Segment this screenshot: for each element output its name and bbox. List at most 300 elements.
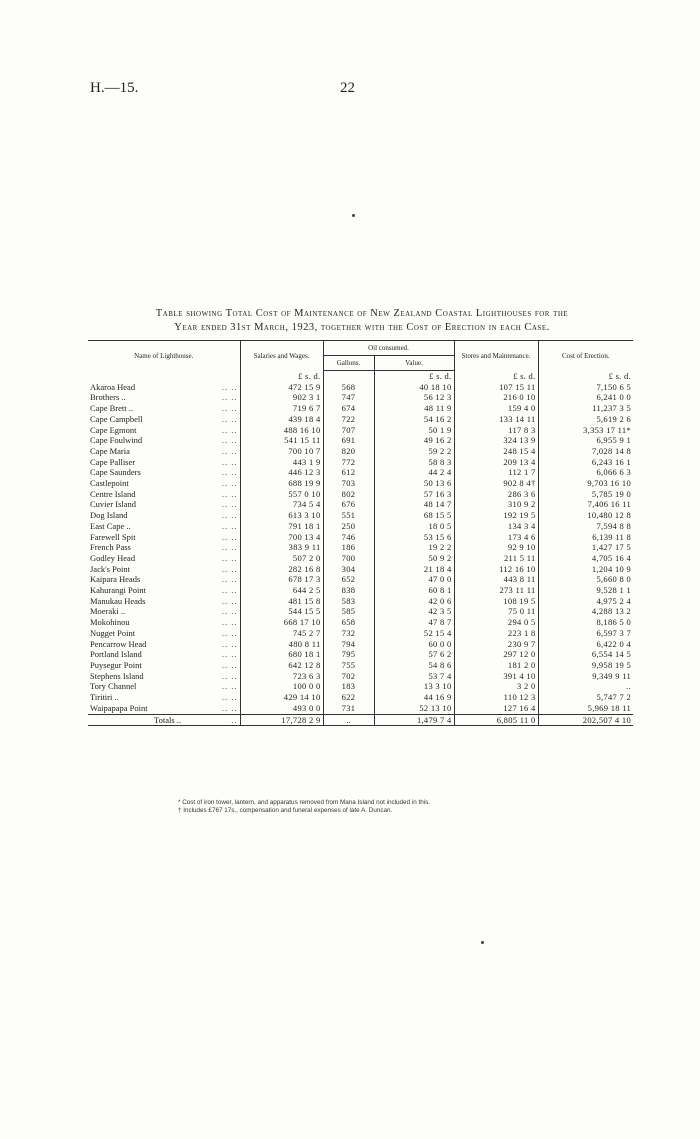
lighthouse-name: Centre Island bbox=[90, 488, 136, 499]
value-cell: 18 0 5 bbox=[374, 521, 454, 532]
stores-cell: 133 14 11 bbox=[454, 414, 538, 425]
leader-dots: .. .. bbox=[221, 692, 238, 703]
gallons-cell: 304 bbox=[323, 564, 374, 575]
salaries-cell: 719 6 7 bbox=[240, 403, 323, 414]
erection-cell: 7,594 8 8 bbox=[538, 521, 633, 532]
lighthouse-name-cell bbox=[88, 553, 240, 564]
value-cell: 50 1 9 bbox=[374, 425, 454, 436]
lighthouse-name-cell bbox=[88, 521, 240, 532]
stores-cell: 3 2 0 bbox=[454, 681, 538, 692]
leader-dots: .. .. bbox=[221, 702, 238, 713]
lighthouse-name-cell bbox=[88, 446, 240, 457]
table-row bbox=[88, 542, 633, 553]
erection-cell: 6,243 16 1 bbox=[538, 457, 633, 468]
gallons-cell: 674 bbox=[323, 403, 374, 414]
value-cell: 56 12 3 bbox=[374, 392, 454, 403]
table-row bbox=[88, 521, 633, 532]
salaries-cell: 439 18 4 bbox=[240, 414, 323, 425]
scan-speck bbox=[352, 214, 355, 217]
gallons-cell: 183 bbox=[323, 681, 374, 692]
table-row bbox=[88, 403, 633, 414]
stores-cell: 294 0 5 bbox=[454, 617, 538, 628]
gallons-cell: 707 bbox=[323, 425, 374, 436]
value-cell: 13 3 10 bbox=[374, 681, 454, 692]
salaries-cell: 507 2 0 bbox=[240, 553, 323, 564]
value-cell: 53 15 6 bbox=[374, 532, 454, 543]
leader-dots: .. .. bbox=[221, 595, 238, 606]
lighthouse-name: Farewell Spit bbox=[90, 531, 136, 542]
value-cell: 49 16 2 bbox=[374, 435, 454, 446]
lighthouse-name: Castlepoint bbox=[90, 478, 129, 489]
table-row bbox=[88, 671, 633, 682]
stores-cell: 230 9 7 bbox=[454, 639, 538, 650]
table-row bbox=[88, 606, 633, 617]
value-cell: 47 8 7 bbox=[374, 617, 454, 628]
lighthouse-name-cell bbox=[88, 606, 240, 617]
totals-stores: 6,805 11 0 bbox=[454, 714, 538, 726]
unit-erection: £ s. d. bbox=[538, 371, 633, 382]
salaries-cell: 723 6 3 bbox=[240, 671, 323, 682]
value-cell: 58 8 3 bbox=[374, 457, 454, 468]
table-row bbox=[88, 532, 633, 543]
value-cell: 54 8 6 bbox=[374, 660, 454, 671]
leader-dots: .. .. bbox=[221, 488, 238, 499]
leader-dots: .. .. bbox=[221, 403, 238, 414]
salaries-cell: 383 9 11 bbox=[240, 542, 323, 553]
leader-dots: .. .. bbox=[221, 638, 238, 649]
value-cell: 21 18 4 bbox=[374, 564, 454, 575]
stores-cell: 92 9 10 bbox=[454, 542, 538, 553]
lighthouse-name-cell bbox=[88, 467, 240, 478]
totals-label: Totals .. bbox=[154, 714, 182, 725]
table-row bbox=[88, 585, 633, 596]
table-row bbox=[88, 489, 633, 500]
col-header-name: Name of Lighthouse. bbox=[88, 341, 240, 371]
col-header-salaries: Salaries and Wages. bbox=[240, 341, 323, 371]
table-row bbox=[88, 703, 633, 714]
value-cell: 68 15 5 bbox=[374, 510, 454, 521]
stores-cell: 248 15 4 bbox=[454, 446, 538, 457]
lighthouse-name: Jack's Point bbox=[90, 563, 131, 574]
gallons-cell: 250 bbox=[323, 521, 374, 532]
lighthouse-name-cell bbox=[88, 660, 240, 671]
gallons-cell: 820 bbox=[323, 446, 374, 457]
leader-dots: .. .. bbox=[221, 552, 238, 563]
erection-cell: 6,139 11 8 bbox=[538, 532, 633, 543]
value-cell: 59 2 2 bbox=[374, 446, 454, 457]
table-row bbox=[88, 467, 633, 478]
erection-cell: 7,028 14 8 bbox=[538, 446, 633, 457]
lighthouse-name-cell bbox=[88, 392, 240, 403]
unit-value: £ s. d. bbox=[374, 371, 454, 382]
gallons-cell: 746 bbox=[323, 532, 374, 543]
leader-dots: .. .. bbox=[221, 456, 238, 467]
page-number: 22 bbox=[340, 80, 355, 96]
table-row bbox=[88, 446, 633, 457]
lighthouse-name-cell bbox=[88, 574, 240, 585]
stores-cell: 223 1 8 bbox=[454, 628, 538, 639]
lighthouse-name: Cape Campbell bbox=[90, 413, 143, 424]
table-row bbox=[88, 660, 633, 671]
value-cell: 50 13 6 bbox=[374, 478, 454, 489]
table-row bbox=[88, 596, 633, 607]
stores-cell: 216 0 10 bbox=[454, 392, 538, 403]
totals-gallons: .. bbox=[323, 714, 374, 726]
gallons-cell: 585 bbox=[323, 606, 374, 617]
erection-cell: .. bbox=[538, 681, 633, 692]
erection-cell: 4,705 16 4 bbox=[538, 553, 633, 564]
lighthouse-name: Waipapapa Point bbox=[90, 702, 148, 713]
leader-dots: .. .. bbox=[221, 435, 238, 446]
table-row bbox=[88, 435, 633, 446]
leader-dots: .. .. bbox=[221, 574, 238, 585]
lighthouse-cost-table bbox=[88, 340, 633, 726]
stores-cell: 310 9 2 bbox=[454, 499, 538, 510]
value-cell: 57 16 3 bbox=[374, 489, 454, 500]
value-cell: 53 7 4 bbox=[374, 671, 454, 682]
lighthouse-name: Puysegur Point bbox=[90, 659, 142, 670]
lighthouse-name-cell bbox=[88, 628, 240, 639]
footnote-asterisk: * Cost of iron tower, lantern, and apparatus removed from Mana Island not included in this. bbox=[178, 799, 431, 806]
value-cell: 48 14 7 bbox=[374, 499, 454, 510]
stores-cell: 324 13 9 bbox=[454, 435, 538, 446]
stores-cell: 159 4 0 bbox=[454, 403, 538, 414]
gallons-cell: 652 bbox=[323, 574, 374, 585]
lighthouse-name-cell bbox=[88, 671, 240, 682]
salaries-cell: 446 12 3 bbox=[240, 467, 323, 478]
value-cell: 57 6 2 bbox=[374, 649, 454, 660]
table-row bbox=[88, 649, 633, 660]
leader-dots: .. .. bbox=[221, 531, 238, 542]
leader-dots: .. .. bbox=[221, 563, 238, 574]
lighthouse-name: Dog Island bbox=[90, 510, 128, 521]
erection-cell: 7,150 6 5 bbox=[538, 382, 633, 393]
erection-cell: 9,703 16 10 bbox=[538, 478, 633, 489]
leader-dots: .. .. bbox=[221, 413, 238, 424]
lighthouse-name: Moeraki .. bbox=[90, 606, 126, 617]
stores-cell: 211 5 11 bbox=[454, 553, 538, 564]
salaries-cell: 734 5 4 bbox=[240, 499, 323, 510]
erection-cell: 6,422 0 4 bbox=[538, 639, 633, 650]
lighthouse-name-cell bbox=[88, 692, 240, 703]
salaries-cell: 472 15 9 bbox=[240, 382, 323, 393]
erection-cell: 6,241 0 0 bbox=[538, 392, 633, 403]
salaries-cell: 688 19 9 bbox=[240, 478, 323, 489]
erection-cell: 10,480 12 8 bbox=[538, 510, 633, 521]
erection-cell: 5,660 8 0 bbox=[538, 574, 633, 585]
lighthouse-name: Akaroa Head bbox=[90, 381, 136, 392]
lighthouse-name: Cape Saunders bbox=[90, 467, 141, 478]
table-row bbox=[88, 425, 633, 436]
table-title bbox=[82, 307, 642, 335]
lighthouse-name-cell bbox=[88, 425, 240, 436]
gallons-cell: 702 bbox=[323, 671, 374, 682]
lighthouse-name-cell bbox=[88, 414, 240, 425]
stores-cell: 273 11 11 bbox=[454, 585, 538, 596]
erection-cell: 5,785 19 0 bbox=[538, 489, 633, 500]
lighthouse-name: Stephens Island bbox=[90, 670, 144, 681]
erection-cell: 5,969 18 11 bbox=[538, 703, 633, 714]
gallons-cell: 838 bbox=[323, 585, 374, 596]
leader-dots: .. .. bbox=[221, 381, 238, 392]
salaries-cell: 902 3 1 bbox=[240, 392, 323, 403]
salaries-cell: 642 12 8 bbox=[240, 660, 323, 671]
lighthouse-name: East Cape .. bbox=[90, 520, 131, 531]
salaries-cell: 791 18 1 bbox=[240, 521, 323, 532]
gallons-cell: 731 bbox=[323, 703, 374, 714]
leader-dots: .. .. bbox=[221, 585, 238, 596]
table-row bbox=[88, 564, 633, 575]
totals-salaries: 17,728 2 9 bbox=[240, 714, 323, 726]
unit-stores: £ s. d. bbox=[454, 371, 538, 382]
stores-cell: 902 8 4† bbox=[454, 478, 538, 489]
salaries-cell: 700 10 7 bbox=[240, 446, 323, 457]
value-cell: 50 9 2 bbox=[374, 553, 454, 564]
stores-cell: 286 3 6 bbox=[454, 489, 538, 500]
table-body bbox=[88, 371, 633, 715]
erection-cell: 9,958 19 5 bbox=[538, 660, 633, 671]
value-cell: 52 15 4 bbox=[374, 628, 454, 639]
leader-dots: .. .. bbox=[221, 617, 238, 628]
leader-dots: .. .. bbox=[221, 467, 238, 478]
gallons-cell: 658 bbox=[323, 617, 374, 628]
lighthouse-name-cell bbox=[88, 681, 240, 692]
salaries-cell: 613 3 10 bbox=[240, 510, 323, 521]
lighthouse-name: Cape Foulwind bbox=[90, 435, 143, 446]
leader-dots: .. .. bbox=[221, 670, 238, 681]
leader-dots: .. .. bbox=[221, 681, 238, 692]
footnotes bbox=[178, 799, 430, 815]
lighthouse-name-cell bbox=[88, 382, 240, 393]
unit-row bbox=[88, 371, 633, 382]
leader-dots: .. .. bbox=[221, 606, 238, 617]
leader-dots: .. .. bbox=[221, 649, 238, 660]
stores-cell: 443 8 11 bbox=[454, 574, 538, 585]
lighthouse-name: Portland Island bbox=[90, 649, 142, 660]
lighthouse-name-cell bbox=[88, 585, 240, 596]
lighthouse-name: Cape Maria bbox=[90, 445, 130, 456]
stores-cell: 134 3 4 bbox=[454, 521, 538, 532]
value-cell: 54 16 2 bbox=[374, 414, 454, 425]
table-row bbox=[88, 457, 633, 468]
gallons-cell: 732 bbox=[323, 628, 374, 639]
lighthouse-name-cell bbox=[88, 489, 240, 500]
erection-cell: 5,619 2 6 bbox=[538, 414, 633, 425]
erection-cell: 1,427 17 5 bbox=[538, 542, 633, 553]
table-row bbox=[88, 617, 633, 628]
stores-cell: 112 16 10 bbox=[454, 564, 538, 575]
salaries-cell: 443 1 9 bbox=[240, 457, 323, 468]
value-cell: 42 3 5 bbox=[374, 606, 454, 617]
lighthouse-name-cell bbox=[88, 478, 240, 489]
erection-cell: 6,066 6 3 bbox=[538, 467, 633, 478]
salaries-cell: 480 8 11 bbox=[240, 639, 323, 650]
leader-dots: .. .. bbox=[221, 542, 238, 553]
table-row bbox=[88, 414, 633, 425]
lighthouse-name: Mokohinou bbox=[90, 617, 130, 628]
lighthouse-name: Godley Head bbox=[90, 552, 136, 563]
table-row bbox=[88, 510, 633, 521]
gallons-cell: 772 bbox=[323, 457, 374, 468]
stores-cell: 173 4 6 bbox=[454, 532, 538, 543]
stores-cell: 117 8 3 bbox=[454, 425, 538, 436]
salaries-cell: 541 15 11 bbox=[240, 435, 323, 446]
lighthouse-name-cell bbox=[88, 617, 240, 628]
stores-cell: 127 16 4 bbox=[454, 703, 538, 714]
lighthouse-name: Brothers .. bbox=[90, 392, 126, 403]
gallons-cell: 676 bbox=[323, 499, 374, 510]
erection-cell: 4,288 13 2 bbox=[538, 606, 633, 617]
lighthouse-name: Manukau Heads bbox=[90, 595, 146, 606]
lighthouse-name-cell bbox=[88, 649, 240, 660]
stores-cell: 297 12 0 bbox=[454, 649, 538, 660]
erection-cell: 9,528 1 1 bbox=[538, 585, 633, 596]
gallons-cell: 186 bbox=[323, 542, 374, 553]
lighthouse-name: Cape Palliser bbox=[90, 456, 136, 467]
title-line-2: Year ended 31st March, 1923, together with the Cost of Erection in each Case. bbox=[174, 322, 550, 333]
table-row bbox=[88, 478, 633, 489]
leader-dots: .. .. bbox=[221, 392, 238, 403]
salaries-cell: 488 16 10 bbox=[240, 425, 323, 436]
value-cell: 44 2 4 bbox=[374, 467, 454, 478]
lighthouse-name: French Pass bbox=[90, 542, 131, 553]
stores-cell: 75 0 11 bbox=[454, 606, 538, 617]
stores-cell: 181 2 0 bbox=[454, 660, 538, 671]
value-cell: 48 11 9 bbox=[374, 403, 454, 414]
gallons-cell: 703 bbox=[323, 478, 374, 489]
table-row bbox=[88, 553, 633, 564]
leader-dots: .. .. bbox=[221, 445, 238, 456]
gallons-cell: 583 bbox=[323, 596, 374, 607]
table-row bbox=[88, 692, 633, 703]
lighthouse-name-cell bbox=[88, 596, 240, 607]
table-row bbox=[88, 499, 633, 510]
salaries-cell: 678 17 3 bbox=[240, 574, 323, 585]
table-row bbox=[88, 639, 633, 650]
col-header-gallons: Gallons. bbox=[323, 356, 374, 371]
lighthouse-name-cell bbox=[88, 542, 240, 553]
gallons-cell: 700 bbox=[323, 553, 374, 564]
col-header-erection: Cost of Erection. bbox=[538, 341, 633, 371]
gallons-cell: 722 bbox=[323, 414, 374, 425]
salaries-cell: 668 17 10 bbox=[240, 617, 323, 628]
value-cell: 42 0 6 bbox=[374, 596, 454, 607]
leader-dots: .. .. bbox=[221, 499, 238, 510]
value-cell: 47 0 0 bbox=[374, 574, 454, 585]
value-cell: 52 13 10 bbox=[374, 703, 454, 714]
salaries-cell: 282 16 8 bbox=[240, 564, 323, 575]
salaries-cell: 644 2 5 bbox=[240, 585, 323, 596]
lighthouse-name: Tory Channel bbox=[90, 681, 137, 692]
erection-cell: 7,406 16 11 bbox=[538, 499, 633, 510]
gallons-cell: 612 bbox=[323, 467, 374, 478]
salaries-cell: 680 18 1 bbox=[240, 649, 323, 660]
totals-erection: 202,507 4 10 bbox=[538, 714, 633, 726]
lighthouse-name: Tiritiri .. bbox=[90, 692, 119, 703]
erection-cell: 6,955 9 1 bbox=[538, 435, 633, 446]
erection-cell: 11,237 3 5 bbox=[538, 403, 633, 414]
table-row bbox=[88, 681, 633, 692]
title-line-1: Table showing Total Cost of Maintenance of New Zealand Coastal Lighthouses for the bbox=[155, 308, 569, 319]
salaries-cell: 745 2 7 bbox=[240, 628, 323, 639]
lighthouse-name: Cape Egmont bbox=[90, 424, 137, 435]
gallons-cell: 795 bbox=[323, 649, 374, 660]
lighthouse-name: Cape Brett .. bbox=[90, 403, 133, 414]
erection-cell: 5,747 7 2 bbox=[538, 692, 633, 703]
value-cell: 44 16 9 bbox=[374, 692, 454, 703]
salaries-cell: 481 15 8 bbox=[240, 596, 323, 607]
col-header-stores: Stores and Maintenance. bbox=[454, 341, 538, 371]
stores-cell: 391 4 10 bbox=[454, 671, 538, 682]
lighthouse-name-cell bbox=[88, 703, 240, 714]
col-header-value: Value. bbox=[374, 356, 454, 371]
lighthouse-name: Kahurangi Point bbox=[90, 585, 146, 596]
value-cell: 40 18 10 bbox=[374, 382, 454, 393]
gallons-cell: 568 bbox=[323, 382, 374, 393]
salaries-cell: 700 13 4 bbox=[240, 532, 323, 543]
leader-dots: .. .. bbox=[221, 510, 238, 521]
stores-cell: 192 19 5 bbox=[454, 510, 538, 521]
erection-cell: 3,353 17 11* bbox=[538, 425, 633, 436]
table-row bbox=[88, 574, 633, 585]
totals-row bbox=[88, 714, 633, 726]
lighthouse-name-cell bbox=[88, 457, 240, 468]
lighthouse-name: Pencarrow Head bbox=[90, 638, 147, 649]
gallons-cell: 551 bbox=[323, 510, 374, 521]
col-header-oil: Oil consumed. bbox=[323, 341, 454, 356]
value-cell: 60 8 1 bbox=[374, 585, 454, 596]
totals-value: 1,479 7 4 bbox=[374, 714, 454, 726]
leader-dots: .. .. bbox=[221, 520, 238, 531]
salaries-cell: 557 0 10 bbox=[240, 489, 323, 500]
salaries-cell: 544 15 5 bbox=[240, 606, 323, 617]
leader-dots: .. .. bbox=[221, 424, 238, 435]
stores-cell: 107 15 11 bbox=[454, 382, 538, 393]
lighthouse-name: Nugget Point bbox=[90, 627, 136, 638]
stores-cell: 108 19 5 bbox=[454, 596, 538, 607]
document-reference: H.—15. bbox=[90, 80, 139, 96]
gallons-cell: 691 bbox=[323, 435, 374, 446]
erection-cell: 6,597 3 7 bbox=[538, 628, 633, 639]
leader-dots: .. .. bbox=[221, 478, 238, 489]
leader-dots: .. .. bbox=[221, 659, 238, 670]
lighthouse-name-cell bbox=[88, 499, 240, 510]
lighthouse-name-cell bbox=[88, 510, 240, 521]
gallons-cell: 622 bbox=[323, 692, 374, 703]
lighthouse-name-cell bbox=[88, 639, 240, 650]
gallons-cell: 747 bbox=[323, 392, 374, 403]
gallons-cell: 794 bbox=[323, 639, 374, 650]
erection-cell: 9,349 9 11 bbox=[538, 671, 633, 682]
stores-cell: 209 13 4 bbox=[454, 457, 538, 468]
table-row bbox=[88, 392, 633, 403]
totals-dots: .. bbox=[231, 714, 238, 725]
erection-cell: 4,975 2 4 bbox=[538, 596, 633, 607]
gallons-cell: 755 bbox=[323, 660, 374, 671]
stores-cell: 110 12 3 bbox=[454, 692, 538, 703]
leader-dots: .. .. bbox=[221, 627, 238, 638]
value-cell: 19 2 2 bbox=[374, 542, 454, 553]
lighthouse-name-cell bbox=[88, 564, 240, 575]
footnote-dagger: † Includes £767 17s., compensation and funeral expenses of late A. Duncan. bbox=[178, 807, 393, 814]
salaries-cell: 100 0 0 bbox=[240, 681, 323, 692]
unit-salaries: £ s. d. bbox=[240, 371, 323, 382]
erection-cell: 6,554 14 5 bbox=[538, 649, 633, 660]
lighthouse-name: Cuvier Island bbox=[90, 499, 137, 510]
table-row bbox=[88, 628, 633, 639]
lighthouse-name-cell bbox=[88, 435, 240, 446]
table-row bbox=[88, 382, 633, 393]
